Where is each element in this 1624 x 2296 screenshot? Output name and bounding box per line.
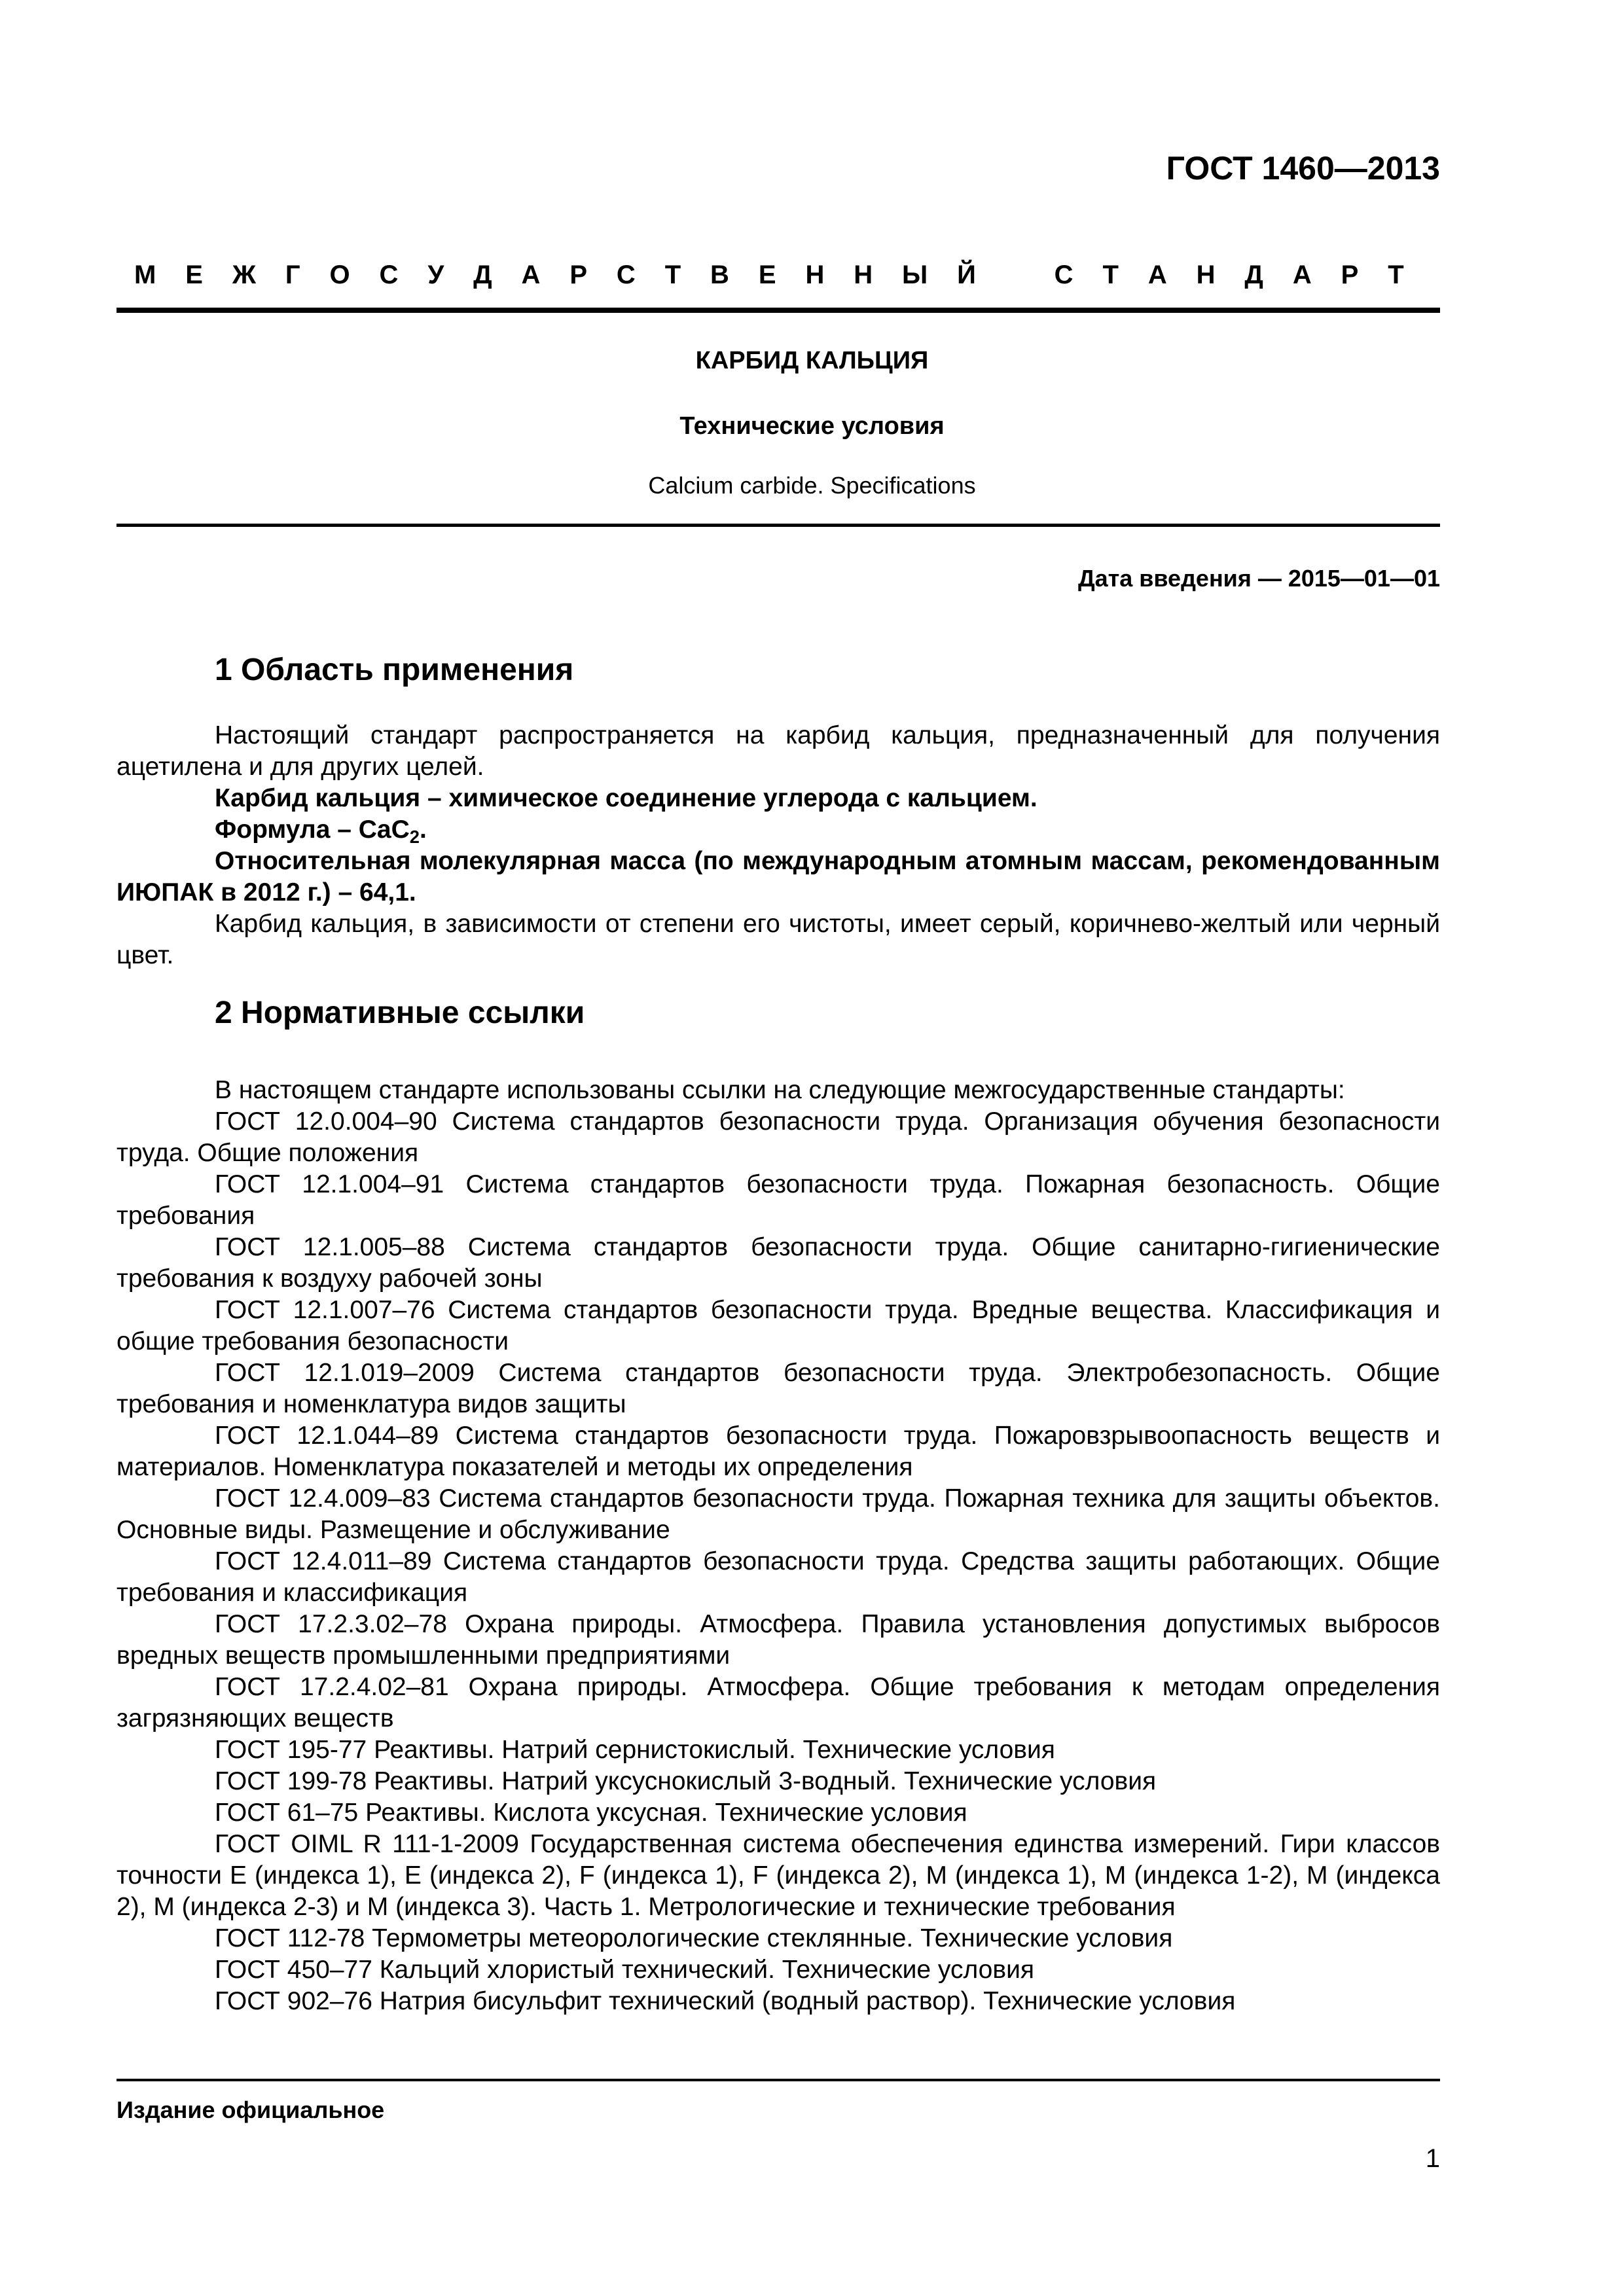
standard-type-letter [1005, 260, 1025, 290]
section-1-paragraph: Карбид кальция, в зависимости от степени его чистоты, имеет серый, коричнево-желтый или черный цвет. [117, 910, 1440, 969]
standard-type-letter: У [427, 260, 444, 289]
document-title-english: Calcium carbide. Specifications [648, 472, 976, 499]
standard-type-letter: А [1147, 260, 1167, 289]
edition-label: Издание официальное [117, 2096, 385, 2123]
reference-item: ГОСТ 12.1.005–88 Система стандартов безопасности труда. Общие санитарно-гигиенические требования к воздуху рабочей зоны [117, 1233, 1440, 1293]
section-2-heading: 2 Нормативные ссылки [215, 996, 585, 1030]
section-1-definition: Карбид кальция – химическое соединение углерода с кальцием. [215, 784, 1038, 812]
title-rule [117, 524, 1440, 527]
reference-item: ГОСТ 17.2.3.02–78 Охрана природы. Атмосфера. Правила установления допустимых выбросов вредных веществ промышленными предприятиями [117, 1610, 1440, 1670]
standard-type-letter: Й [957, 260, 976, 289]
standard-type-letter: А [1292, 260, 1312, 289]
standard-code: ГОСТ 1460—2013 [1166, 150, 1440, 187]
references-intro: В настоящем стандарте использованы ссылки на следующие межгосударственные стандарты: [215, 1076, 1345, 1104]
section-1-body [117, 720, 1440, 971]
introduction-date: Дата введения — 2015—01—01 [1077, 565, 1440, 592]
standard-type-letter: А [521, 260, 541, 289]
document-title: КАРБИД КАЛЬЦИЯ [695, 347, 929, 374]
reference-item: ГОСТ 12.4.009–83 Система стандартов безопасности труда. Пожарная техника для защиты объектов. Основные виды. Размещение и обслуживание [117, 1484, 1440, 1544]
reference-item: ГОСТ 12.1.044–89 Система стандартов безопасности труда. Пожаровзрывоопасность веществ и материалов. Номенклатура показателей и методы их определения [117, 1422, 1440, 1481]
section-1-heading: 1 Область применения [215, 653, 574, 687]
standard-type-letter: М [134, 260, 156, 289]
reference-item: ГОСТ 61–75 Реактивы. Кислота уксусная. Технические условия [215, 1799, 967, 1827]
reference-item: ГОСТ 17.2.4.02–81 Охрана природы. Атмосфера. Общие требования к методам определения загрязняющих веществ [117, 1673, 1440, 1732]
standard-type-heading [134, 260, 1404, 290]
standard-type-letter: С [616, 260, 636, 289]
page-number: 1 [1425, 2144, 1440, 2173]
standard-type-letter: Д [473, 260, 492, 289]
reference-item: ГОСТ 12.4.011–89 Система стандартов безопасности труда. Средства защиты работающих. Общие требования и классификация [117, 1547, 1440, 1607]
section-1-molecular-mass: Относительная молекулярная масса (по международным атомным массам, рекомендованным ИЮПАК в 2012 г.) – 64,1. [117, 847, 1440, 906]
standard-type-letter: Г [285, 260, 300, 289]
standard-type-letter: Р [1341, 260, 1359, 289]
standard-type-letter: В [710, 260, 729, 289]
reference-item: ГОСТ 199-78 Реактивы. Натрий уксуснокислый 3-водный. Технические условия [215, 1767, 1157, 1795]
reference-item: ГОСТ 112-78 Термометры метеорологические стеклянные. Технические условия [215, 1924, 1173, 1952]
header-rule [117, 308, 1440, 313]
reference-item: ГОСТ 12.1.019–2009 Система стандартов безопасности труда. Электробезопасность. Общие требования и номенклатура видов защиты [117, 1359, 1440, 1418]
standard-type-letter: О [329, 260, 350, 289]
standard-type-letter: Ж [232, 260, 256, 289]
reference-item: ГОСТ 12.1.007–76 Система стандартов безопасности труда. Вредные вещества. Классификация и общие требования безопасности [117, 1296, 1440, 1355]
formula-subscript: 2 [409, 827, 420, 848]
standard-type-letter: Е [185, 260, 203, 289]
section-2-body [117, 1075, 1440, 2017]
standard-type-letter: Д [1244, 260, 1263, 289]
standard-type-letter: Е [758, 260, 776, 289]
reference-item: ГОСТ 195-77 Реактивы. Натрий сернистокислый. Технические условия [215, 1736, 1055, 1764]
reference-item: ГОСТ OIML R 111-1-2009 Государственная система обеспечения единства измерений. Гири классов точности E (индекса 1), E (индекса 2), F (индекса 1), F (индекса 2), M (индекса 1), M (индекса 1-2), M (индекса 2), M (индекса 2-3) и M (индекса 3). Часть 1. Метрологические и технические требования [117, 1830, 1440, 1921]
standard-type-letter: Т [1388, 260, 1404, 289]
formula-suffix: . [419, 816, 427, 844]
standard-type-letter: С [379, 260, 399, 289]
standard-type-letter: Т [1102, 260, 1119, 289]
standard-type-letter: Ы [902, 260, 928, 289]
standard-type-letter: С [1054, 260, 1074, 289]
standard-type-letter: Н [1196, 260, 1216, 289]
reference-item: ГОСТ 902–76 Натрия бисульфит технический (водный раствор). Технические условия [215, 1987, 1236, 2015]
document-subtitle: Технические условия [679, 412, 945, 440]
standard-type-letter: Н [854, 260, 873, 289]
standard-type-letter: Р [569, 260, 587, 289]
reference-item: ГОСТ 450–77 Кальций хлористый технический. Технические условия [215, 1956, 1034, 1984]
section-1-paragraph: Настоящий стандарт распространяется на карбид кальция, предназначенный для получения ацетилена и для других целей. [117, 721, 1440, 781]
section-1-formula [117, 814, 1440, 846]
footer-rule [117, 2079, 1440, 2081]
formula-text: Формула – CaC [215, 816, 410, 844]
reference-item: ГОСТ 12.0.004–90 Система стандартов безопасности труда. Организация обучения безопасности труда. Общие положения [117, 1107, 1440, 1167]
reference-item: ГОСТ 12.1.004–91 Система стандартов безопасности труда. Пожарная безопасность. Общие требования [117, 1170, 1440, 1230]
standard-type-letter: Н [805, 260, 825, 289]
standard-type-letter: Т [664, 260, 681, 289]
